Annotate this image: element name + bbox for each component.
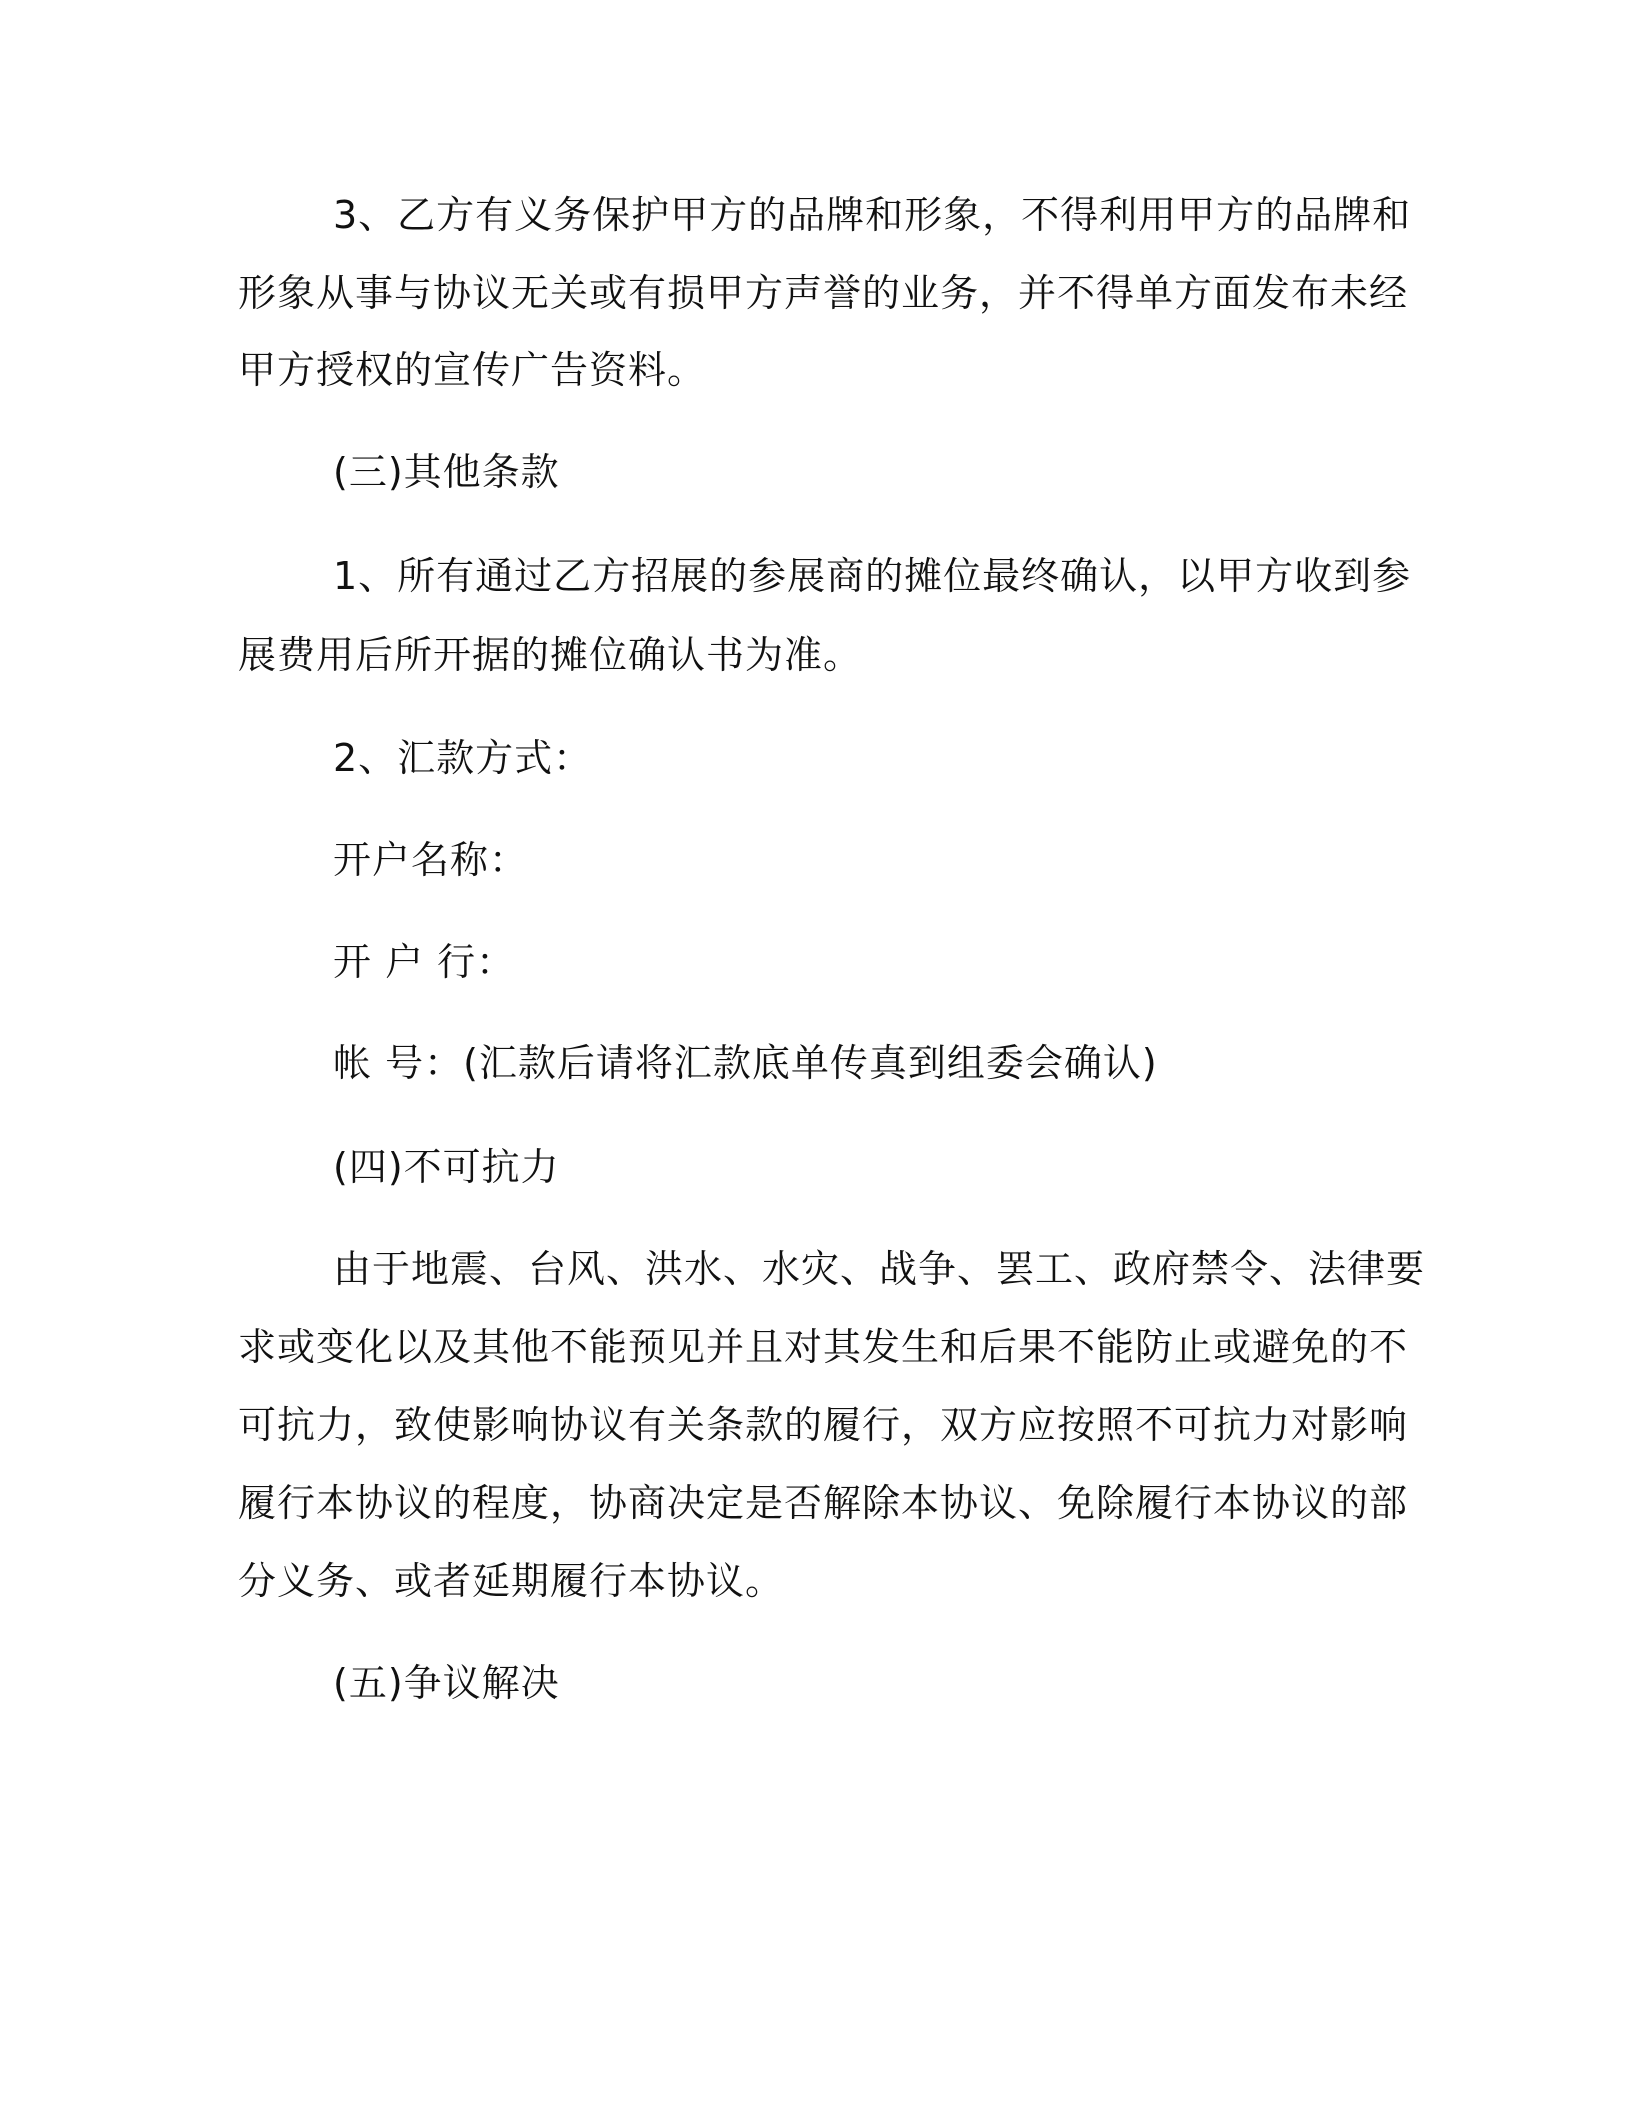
- force-majeure-line-4: 履行本协议的程度，协商决定是否解除本协议、免除履行本协议的部: [238, 1481, 1409, 1525]
- clause-3-line-2: 形象从事与协议无关或有损甲方声誉的业务，并不得单方面发布未经: [238, 271, 1409, 315]
- remittance-method: 2、汇款方式：: [333, 736, 593, 780]
- section-heading-dispute-resolution: (五)争议解决: [333, 1661, 560, 1705]
- section-heading-force-majeure: (四)不可抗力: [333, 1145, 560, 1189]
- force-majeure-line-3: 可抗力，致使影响协议有关条款的履行，双方应按照不可抗力对影响: [238, 1403, 1409, 1447]
- bank-label: 开 户 行：: [333, 940, 516, 984]
- force-majeure-line-1: 由于地震、台风、洪水、水灾、战争、罢工、政府禁令、法律要: [333, 1247, 1426, 1291]
- section-heading-other-terms: (三)其他条款: [333, 450, 560, 494]
- clause-1-line-1: 1、所有通过乙方招展的参展商的摊位最终确认，以甲方收到参: [333, 554, 1412, 598]
- force-majeure-line-5: 分义务、或者延期履行本协议。: [238, 1559, 785, 1603]
- force-majeure-line-2: 求或变化以及其他不能预见并且对其发生和后果不能防止或避免的不: [238, 1325, 1409, 1369]
- account-name-label: 开户名称：: [333, 838, 529, 882]
- clause-3-line-1: 3、乙方有义务保护甲方的品牌和形象，不得利用甲方的品牌和: [333, 193, 1412, 237]
- clause-1-line-2: 展费用后所开据的摊位确认书为准。: [238, 633, 863, 677]
- clause-3-line-3: 甲方授权的宣传广告资料。: [238, 348, 707, 392]
- account-number-label: 帐 号：(汇款后请将汇款底单传真到组委会确认): [333, 1041, 1158, 1085]
